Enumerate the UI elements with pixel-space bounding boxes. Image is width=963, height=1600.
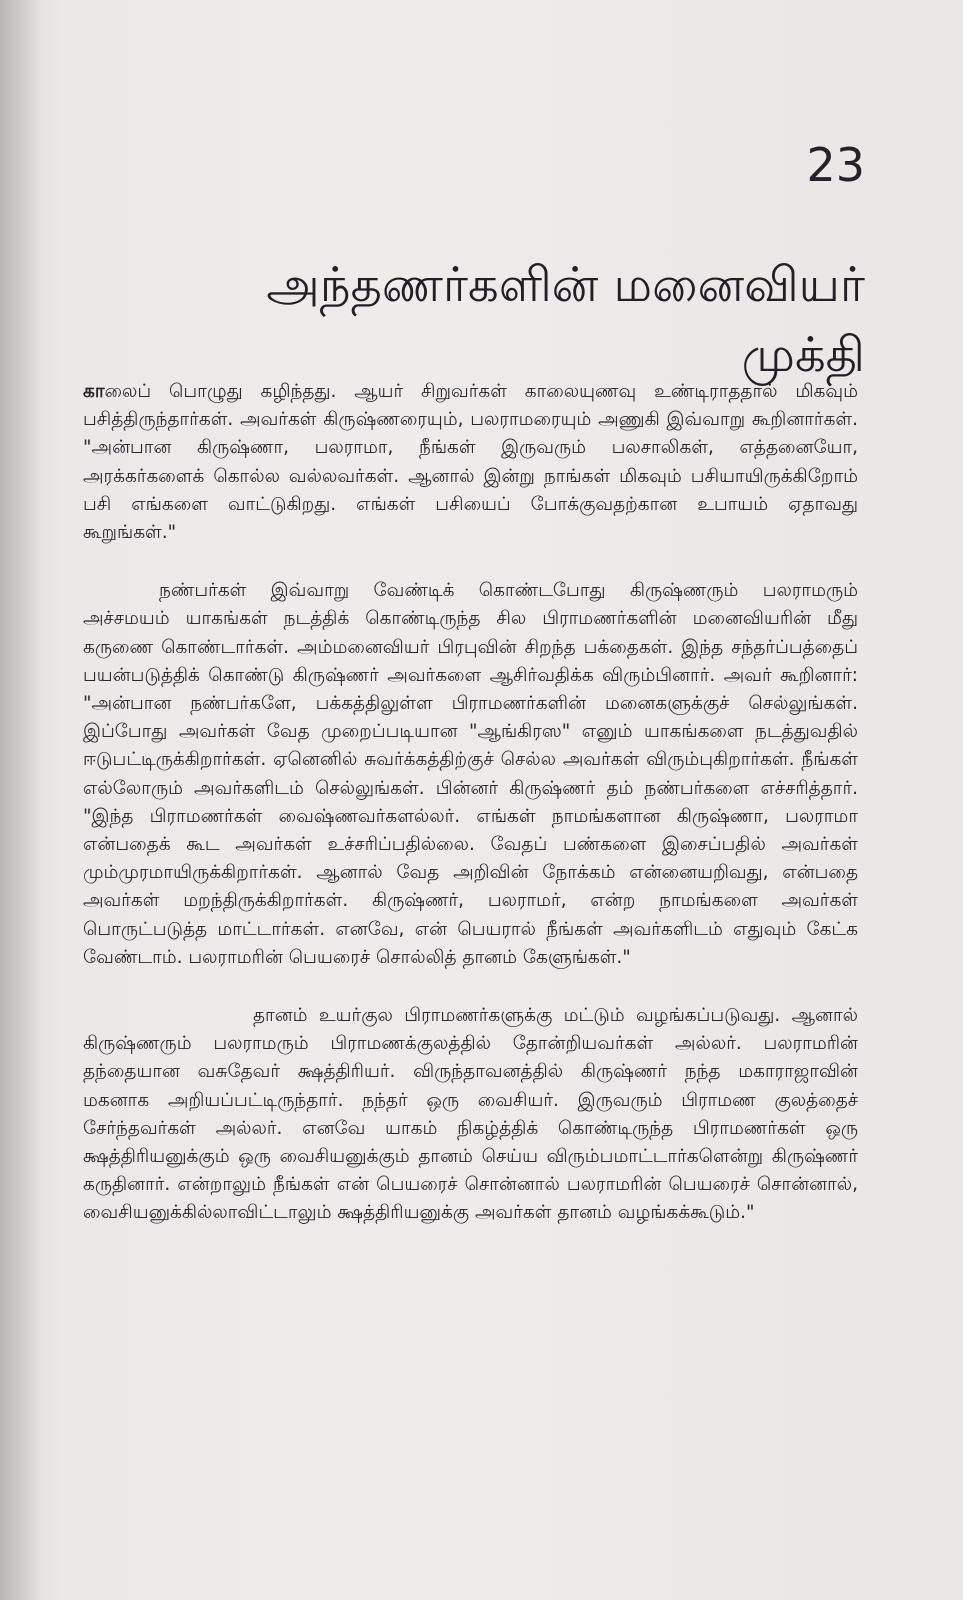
chapter-number: 23 — [806, 138, 865, 192]
paragraph-lead-letters: கா — [83, 381, 105, 402]
chapter-title: அந்தணர்களின் மனைவியர் முக்தி — [266, 257, 865, 383]
paragraph-2: நண்பர்கள் இவ்வாறு வேண்டிக் கொண்டபோது கிருஷ்ணரும் பலராமரும் அச்சமயம் யாகங்கள் நடத்திக் கொண்டிருந்த சில பிராமணர்களின் மனைவியரின் மீது கருணை கொண்டார்கள். அம்மனைவியர் பிரபுவின் சிறந்த பக்தைகள். இந்த சந்தர்ப்பத்தைப் பயன்படுத்திக் கொண்டு கிருஷ்ணர் அவர்களை ஆசிர்வதிக்க விரும்பினார். அவர் கூறினார்: "அன்பான நண்பர்களே, பக்கத்திலுள்ள பிராமணர்களின் மனைகளுக்குச் செல்லுங்கள். இப்போது அவர்கள் வேத முறைப்படியான "ஆங்கிரஸ" எனும் யாகங்களை நடத்துவதில் ஈடுபட்டிருக்கிறார்கள். ஏனெனில் சுவர்க்கத்திற்குச் செல்ல அவர்கள் விரும்புகிறார்கள். நீங்கள் எல்லோரும் அவர்களிடம் செல்லுங்கள். பின்னர் கிருஷ்ணர் தம் நண்பர்களை எச்சரித்தார். "இந்த பிராமணர்கள் வைஷ்ணவர்களல்லர். எங்கள் நாமங்களான கிருஷ்ணா, பலராமா என்பதைக் கூட அவர்கள் உச்சரிப்பதில்லை. வேதப் பண்களை இசைப்பதில் அவர்கள் மும்முரமாயிருக்கிறார்கள். ஆனால் வேத அறிவின் நோக்கம் என்னையறிவது, என்பதை அவர்கள் மறந்திருக்கிறார்கள். கிருஷ்ணர், பலராமர், என்ற நாமங்களை அவர்கள் பொருட்படுத்த மாட்டார்கள். எனவே, என் பெயரால் நீங்கள் அவர்களிடம் எதுவும் கேட்க வேண்டாம். பலராமரின் பெயரைச் சொல்லித் தானம் கேளுங்கள்." — [83, 580, 858, 968]
binding-shadow — [0, 0, 40, 1600]
paragraph-1 — [83, 378, 858, 547]
paragraph-3: தானம் உயர்குல பிராமணர்களுக்கு மட்டும் வழங்கப்படுவது. ஆனால் கிருஷ்ணரும் பலராமரும் பிராமணக்குலத்தில் தோன்றியவர்கள் அல்லர். பலராமரின் தந்தையான வசுதேவர் க்ஷத்திரியர். விருந்தாவனத்தில் கிருஷ்ணர் நந்த மகாராஜாவின் மகனாக அறியப்பட்டிருந்தார். நந்தர் ஒரு வைசியர். இருவரும் பிராமண குலத்தைச் சேர்ந்தவர்கள் அல்லர். எனவே யாகம் நிகழ்த்திக் கொண்டிருந்த பிராமணர்கள் ஒரு க்ஷத்திரியனுக்கும் ஒரு வைசியனுக்கும் தானம் செய்ய விரும்பமாட்டார்களென்று கிருஷ்ணர் கருதினார். என்றாலும் நீங்கள் என் பெயரைச் சொன்னால் பலராமரின் பெயரைச் சொன்னால், வைசியனுக்கில்லாவிட்டாலும் க்ஷத்திரியனுக்கு அவர்கள் தானம் வழங்கக்கூடும்." — [83, 1005, 858, 1224]
paragraph-1-text: லைப் பொழுது கழிந்தது. ஆயர் சிறுவர்கள் காலையுணவு உண்டிராததால் மிகவும் பசித்திருந்தார்கள். அவர்கள் கிருஷ்ணரையும், பலராமரையும் அணுகி இவ்வாறு கூறினார்கள். "அன்பான கிருஷ்ணா, பலராமா, நீங்கள் இருவரும் பலசாலிகள், எத்தனையோ, அரக்கர்களைக் கொல்ல வல்லவர்கள். ஆனால் இன்று நாங்கள் மிகவும் பசியாயிருக்கிறோம் பசி எங்களை வாட்டுகிறது. எங்கள் பசியைப் போக்குவதற்கான உபாயம் ஏதாவது கூறுங்கள்." — [83, 381, 858, 544]
chapter-body — [83, 378, 858, 1258]
